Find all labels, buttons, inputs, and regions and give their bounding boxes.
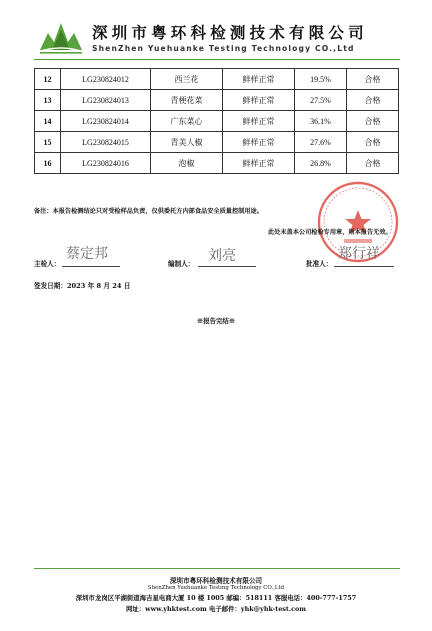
sample-state: 鲜样正常 [223,111,295,132]
row-number: 16 [35,153,61,174]
report-remark: 备注：本报告检测结论只对受检样品负责，仅供委托方内部食品安全质量控制用途。 [34,208,263,215]
table-row [35,111,399,132]
footer-address: 深圳市龙岗区平湖街道海吉星电商大厦 10 楼 1005 邮编：518111 客服电话：400-777-1757 [75,594,357,602]
footer-company-cn: 深圳市粤环科检测技术有限公司 [169,577,263,585]
green-mountain-logo-icon [38,20,84,54]
approver-signature: 郑行祥 [338,246,380,262]
sample-state: 鲜样正常 [223,132,295,153]
sample-code: LG230824012 [61,69,151,90]
results-table [34,68,399,174]
inspector-signature-line [62,266,120,267]
approver-label: 批准人： [306,260,333,268]
approver-signature-line [334,266,394,267]
sample-name: 青美人椒 [151,132,223,153]
inspector-label: 主检人： [34,260,61,268]
table-row [35,132,399,153]
inhibition-rate: 26.8% [295,153,347,174]
row-number: 12 [35,69,61,90]
verdict: 合格 [347,132,399,153]
inspector-signature: 蔡定邦 [66,246,108,262]
verdict: 合格 [347,111,399,132]
verdict: 合格 [347,90,399,111]
verdict: 合格 [347,153,399,174]
header-divider [34,59,400,60]
row-number: 14 [35,111,61,132]
verdict: 合格 [347,69,399,90]
compiler-label: 编制人： [168,260,195,268]
sample-code: LG230824013 [61,90,151,111]
compiler-signature: 刘亮 [208,248,236,264]
inhibition-rate: 19.5% [295,69,347,90]
footer-contact: 网址：www.yhktest.com 电子邮件：yhk@yhk-test.com [126,605,306,613]
inhibition-rate: 27.5% [295,90,347,111]
sample-name: 青梗花菜 [151,90,223,111]
sample-name: 泡椒 [151,153,223,174]
inhibition-rate: 27.6% [295,132,347,153]
compiler-signature-line [198,266,256,267]
sample-state: 鲜样正常 [223,69,295,90]
inhibition-rate: 36.1% [295,111,347,132]
footer-divider [34,568,400,569]
seal-validity-note: 此处未盖本公司检验专用章，则本报告无效。 [268,229,392,236]
sample-code: LG230824015 [61,132,151,153]
table-row [35,153,399,174]
sample-state: 鲜样正常 [223,153,295,174]
sample-name: 广东菜心 [151,111,223,132]
sample-state: 鲜样正常 [223,90,295,111]
sample-code: LG230824014 [61,111,151,132]
sample-name: 西兰花 [151,69,223,90]
table-row [35,69,399,90]
sample-code: LG230824016 [61,153,151,174]
row-number: 13 [35,90,61,111]
company-name-en: ShenZhen Yuehuanke Testing Technology CO.,Ltd [92,44,355,53]
company-name-cn: 深圳市粤环科检测技术有限公司 [92,24,368,42]
table-row [35,90,399,111]
footer-company-en: ShenZhen Yuehuanke Testing Technology CO.,Ltd [147,585,285,591]
report-end-marker: ※报告完结※ [196,317,236,325]
issue-date: 签发日期：2023 年 8 月 24 日 [34,282,131,290]
row-number: 15 [35,132,61,153]
